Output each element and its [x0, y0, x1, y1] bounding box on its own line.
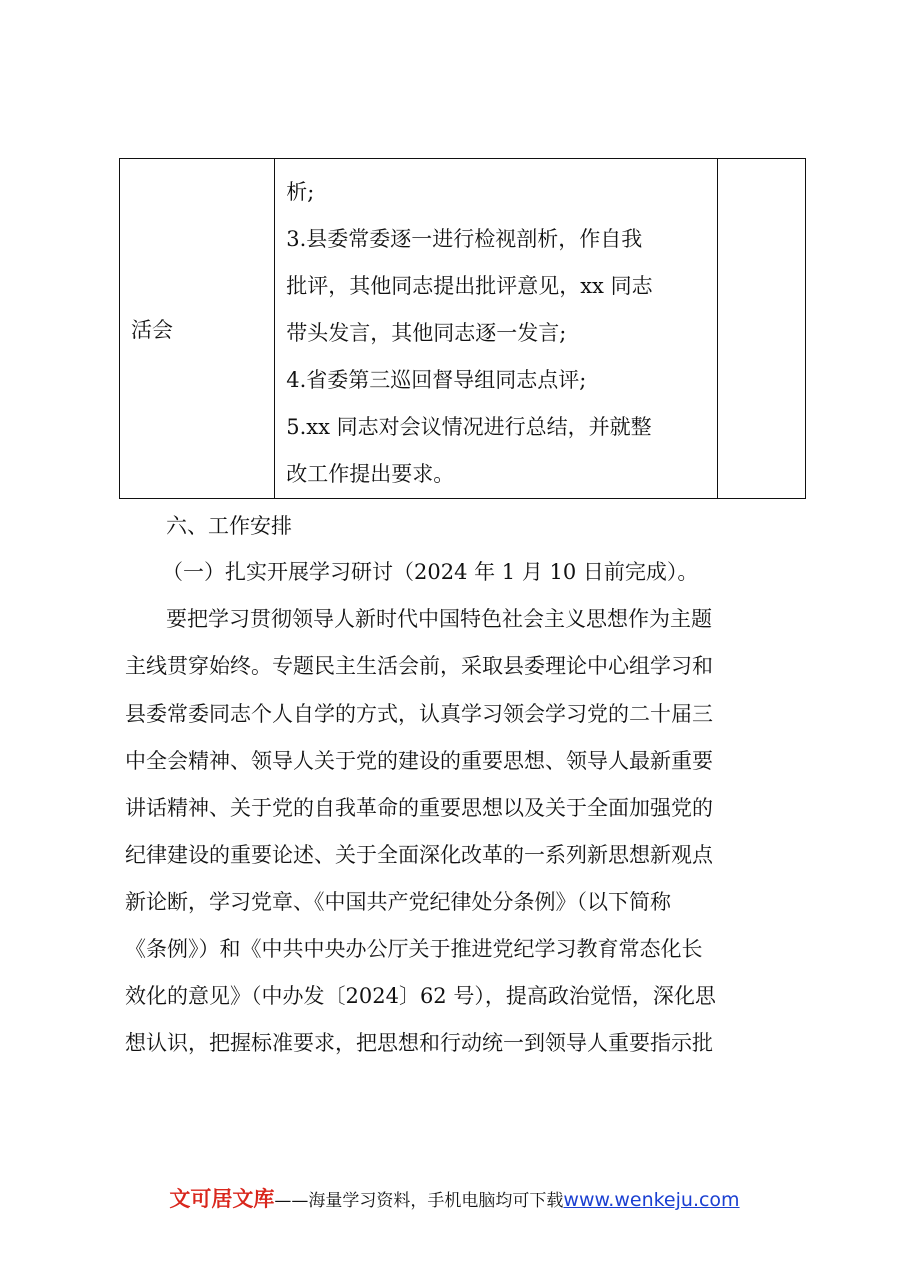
- procedure-line: 5.xx 同志对会议情况进行总结，并就整: [286, 415, 652, 439]
- footer-tagline: ——海量学习资料，手机电脑均可下载: [274, 1191, 564, 1211]
- paragraph-line: 讲话精神、关于党的自我革命的重要思想以及关于全面加强党的: [125, 796, 713, 820]
- procedure-line: 改工作提出要求。: [286, 462, 455, 486]
- footer-banner: [0, 1183, 909, 1213]
- schedule-table: [119, 158, 806, 499]
- procedure-line: 带头发言，其他同志逐一发言;: [286, 321, 567, 345]
- item-label-text: 活会: [131, 317, 173, 342]
- paragraph-line: 效化的意见》（中办发〔2024〕62 号），提高政治觉悟，深化思: [125, 984, 716, 1008]
- table-cell-item-label: [120, 159, 275, 499]
- paragraph-line: 县委常委同志个人自学的方式，认真学习领会学习党的二十届三: [125, 702, 713, 726]
- subsection-heading: （一）扎实开展学习研讨（2024 年 1 月 10 日前完成）。: [162, 560, 699, 584]
- procedure-line: 批评，其他同志提出批评意见，xx 同志: [286, 274, 653, 298]
- procedure-line: 析;: [286, 180, 315, 204]
- footer-brand: 文可居文库: [169, 1187, 275, 1211]
- table-cell-note: [717, 159, 805, 499]
- paragraph-line: 纪律建设的重要论述、关于全面深化改革的一系列新思想新观点: [125, 843, 713, 867]
- section-heading: 六、工作安排: [166, 514, 292, 538]
- paragraph-line: 要把学习贯彻领导人新时代中国特色社会主义思想作为主题: [166, 607, 712, 631]
- procedure-line: 3.县委常委逐一进行检视剖析，作自我: [286, 227, 643, 251]
- paragraph-line: 新论断，学习党章、《中国共产党纪律处分条例》（以下简称: [125, 890, 671, 914]
- procedure-line: 4.省委第三巡回督导组同志点评;: [286, 368, 587, 392]
- table-cell-procedure: [275, 159, 718, 499]
- paragraph-line: 《条例》）和《中共中央办公厅关于推进党纪学习教育常态化长: [125, 937, 703, 961]
- paragraph-line: 中全会精神、领导人关于党的建设的重要思想、领导人最新重要: [125, 749, 713, 773]
- paragraph-line: 主线贯穿始终。专题民主生活会前，采取县委理论中心组学习和: [125, 654, 713, 678]
- paragraph-line: 想认识，把握标准要求，把思想和行动统一到领导人重要指示批: [125, 1031, 713, 1055]
- footer-website-link[interactable]: www.wenkeju.com: [563, 1189, 740, 1211]
